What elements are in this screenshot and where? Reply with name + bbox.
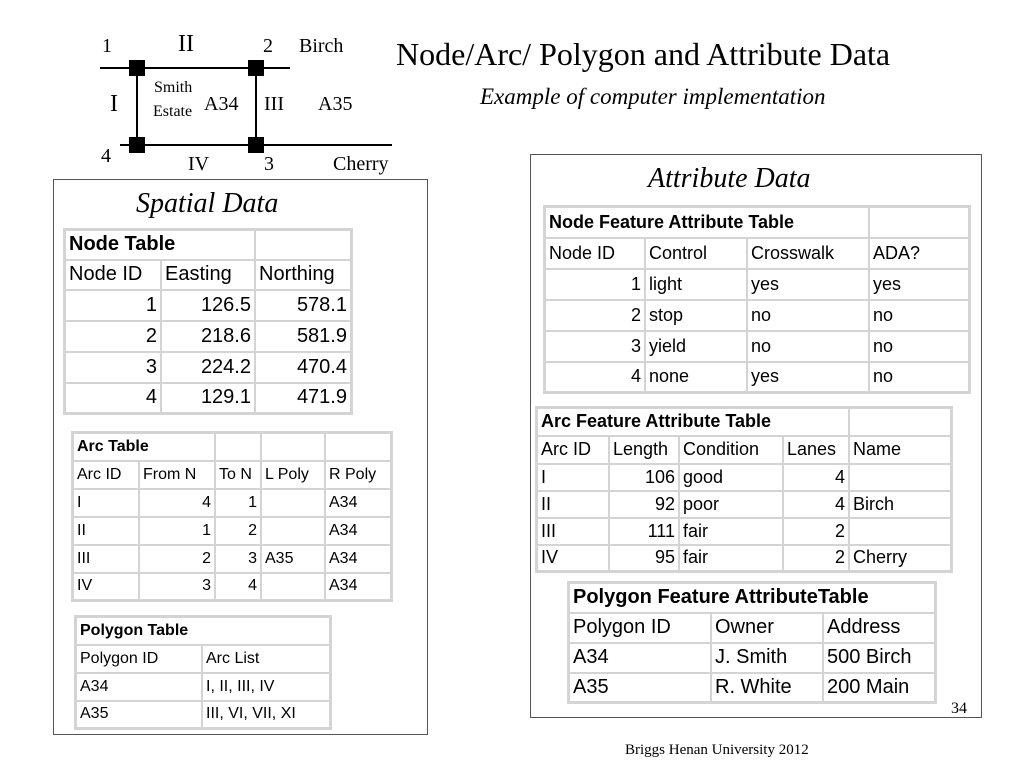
table-cell: 218.6 [161, 321, 255, 352]
node-4-marker [129, 137, 145, 153]
table-row [537, 545, 952, 572]
table-cell: 2 [783, 518, 849, 545]
table-cell: 2 [215, 517, 261, 545]
table-cell: 1 [545, 269, 646, 300]
table-row [537, 518, 952, 545]
table-row [545, 331, 970, 362]
table-cell: 578.1 [255, 290, 352, 321]
table-cell: A34 [325, 573, 392, 601]
table-cell: III [537, 518, 610, 545]
table-cell: Cherry [849, 545, 952, 572]
column-header: R Poly [325, 461, 392, 489]
column-header: Arc ID [537, 436, 610, 464]
table-cell: no [747, 331, 869, 362]
arc-label-i: I [110, 91, 118, 117]
column-header: Arc ID [73, 461, 140, 489]
column-header: Node ID [65, 260, 162, 290]
table-cell: 95 [609, 545, 679, 572]
table-cell: 4 [545, 362, 646, 393]
table-cell: Birch [849, 491, 952, 518]
estate-label-line1: Smith [154, 79, 193, 96]
table-cell: 500 Birch [823, 643, 936, 673]
table-cell: 200 Main [823, 673, 936, 703]
polygon-attribute-table-caption: Polygon Feature AttributeTable [569, 583, 936, 613]
table-cell: 92 [609, 491, 679, 518]
node-table-caption: Node Table [65, 230, 256, 260]
column-header: Polygon ID [76, 645, 203, 673]
arc-label-iv: IV [188, 153, 210, 175]
table-cell [261, 517, 325, 545]
table-cell: A34 [569, 643, 712, 673]
table-cell: 106 [609, 464, 679, 491]
table-cell: 470.4 [255, 352, 352, 383]
arc-table-caption: Arc Table [73, 433, 216, 461]
table-cell: IV [537, 545, 610, 572]
table-row [65, 321, 352, 352]
table-cell: 4 [783, 491, 849, 518]
column-header: Name [849, 436, 952, 464]
table-cell: no [869, 362, 970, 393]
table-cell: II [537, 491, 610, 518]
table-cell: 1 [215, 489, 261, 517]
table-row [73, 573, 392, 601]
table-cell: fair [679, 518, 783, 545]
attribute-data-title: Attribute Data [648, 163, 811, 194]
slide-subtitle: Example of computer implementation [480, 84, 826, 109]
table-cell: good [679, 464, 783, 491]
table-cell: no [869, 331, 970, 362]
table-cell: 3 [65, 352, 162, 383]
table-cell: II [73, 517, 140, 545]
table-cell: A34 [76, 673, 203, 701]
table-cell [261, 573, 325, 601]
column-header: L Poly [261, 461, 325, 489]
street-label-birch: Birch [299, 35, 344, 57]
table-cell: 3 [139, 573, 215, 601]
table-cell: 2 [545, 300, 646, 331]
arc-label-iii: III [264, 93, 284, 115]
table-cell [849, 408, 952, 436]
table-cell: yes [869, 269, 970, 300]
table-cell: 3 [545, 331, 646, 362]
table-cell: stop [645, 300, 747, 331]
table-cell: 3 [215, 545, 261, 573]
table-row [76, 701, 331, 729]
column-header: Condition [679, 436, 783, 464]
column-header: ADA? [869, 238, 970, 269]
node-label-2: 2 [263, 35, 273, 57]
node-3-marker [248, 137, 264, 153]
table-row [545, 362, 970, 393]
table-cell: 4 [65, 383, 162, 414]
node-attribute-table [543, 205, 971, 394]
table-row [545, 269, 970, 300]
table-cell: 129.1 [161, 383, 255, 414]
table-row [73, 517, 392, 545]
polygon-table-caption: Polygon Table [76, 617, 331, 645]
table-cell [215, 433, 261, 461]
street-label-cherry: Cherry [333, 153, 389, 175]
table-cell: III [73, 545, 140, 573]
table-cell: A35 [569, 673, 712, 703]
table-cell: 4 [783, 464, 849, 491]
table-cell: 111 [609, 518, 679, 545]
column-header: Polygon ID [569, 613, 712, 643]
column-header: To N [215, 461, 261, 489]
table-cell: 4 [215, 573, 261, 601]
table-cell [325, 433, 392, 461]
table-cell: 2 [783, 545, 849, 572]
table-row [73, 545, 392, 573]
table-cell: IV [73, 573, 140, 601]
column-header: Length [609, 436, 679, 464]
table-cell: A34 [325, 517, 392, 545]
arc-label-ii: II [178, 31, 194, 57]
column-header: Easting [161, 260, 255, 290]
table-row [537, 491, 952, 518]
table-cell [869, 207, 970, 238]
table-cell: 4 [139, 489, 215, 517]
table-cell: I [537, 464, 610, 491]
table-cell [261, 489, 325, 517]
table-row [569, 643, 936, 673]
polygon-attribute-table [567, 581, 937, 704]
table-cell: A35 [76, 701, 203, 729]
table-cell: no [869, 300, 970, 331]
table-cell [255, 230, 352, 260]
table-row [73, 489, 392, 517]
arc-table [71, 431, 393, 602]
column-header: Owner [711, 613, 823, 643]
table-cell: yes [747, 362, 869, 393]
table-row [545, 300, 970, 331]
column-header: Crosswalk [747, 238, 869, 269]
polygon-label-a35: A35 [318, 93, 353, 115]
table-cell: R. White [711, 673, 823, 703]
node-label-3: 3 [264, 153, 274, 175]
table-cell: 1 [65, 290, 162, 321]
node-attribute-table-caption: Node Feature Attribute Table [545, 207, 870, 238]
table-cell: yield [645, 331, 747, 362]
table-row [65, 352, 352, 383]
column-header: Control [645, 238, 747, 269]
table-cell: none [645, 362, 747, 393]
table-cell: I, II, III, IV [202, 673, 331, 701]
table-row [76, 673, 331, 701]
column-header: From N [139, 461, 215, 489]
node-label-1: 1 [102, 35, 112, 57]
estate-label-line2: Estate [153, 103, 193, 120]
table-cell: light [645, 269, 747, 300]
table-cell: 1 [139, 517, 215, 545]
table-cell: no [747, 300, 869, 331]
column-header: Lanes [783, 436, 849, 464]
node-table [63, 228, 353, 415]
table-cell [261, 433, 325, 461]
column-header: Arc List [202, 645, 331, 673]
column-header: Address [823, 613, 936, 643]
arc-attribute-table [535, 406, 953, 573]
column-header: Northing [255, 260, 352, 290]
table-cell: 471.9 [255, 383, 352, 414]
table-cell: 2 [139, 545, 215, 573]
table-cell: poor [679, 491, 783, 518]
table-cell: 2 [65, 321, 162, 352]
table-cell [849, 464, 952, 491]
table-cell: J. Smith [711, 643, 823, 673]
slide-title: Node/Arc/ Polygon and Attribute Data [396, 36, 891, 72]
node-label-4: 4 [101, 145, 111, 167]
table-cell: I [73, 489, 140, 517]
node-1-marker [129, 60, 145, 76]
table-cell: yes [747, 269, 869, 300]
polygon-label-a34: A34 [204, 93, 239, 115]
spatial-data-title: Spatial Data [136, 188, 279, 219]
table-row [65, 290, 352, 321]
table-cell: 126.5 [161, 290, 255, 321]
node-2-marker [248, 60, 264, 76]
arc-attribute-table-caption: Arc Feature Attribute Table [537, 408, 850, 436]
table-cell: 224.2 [161, 352, 255, 383]
table-cell: A34 [325, 489, 392, 517]
footer-credit: Briggs Henan University 2012 [625, 742, 809, 758]
page-number: 34 [951, 700, 967, 717]
table-cell: A34 [325, 545, 392, 573]
table-cell [849, 518, 952, 545]
polygon-table [74, 615, 332, 730]
table-cell: fair [679, 545, 783, 572]
table-row [537, 464, 952, 491]
table-row [65, 383, 352, 414]
table-cell: III, VI, VII, XI [202, 701, 331, 729]
table-cell: 581.9 [255, 321, 352, 352]
table-row [569, 673, 936, 703]
column-header: Node ID [545, 238, 646, 269]
table-cell: A35 [261, 545, 325, 573]
